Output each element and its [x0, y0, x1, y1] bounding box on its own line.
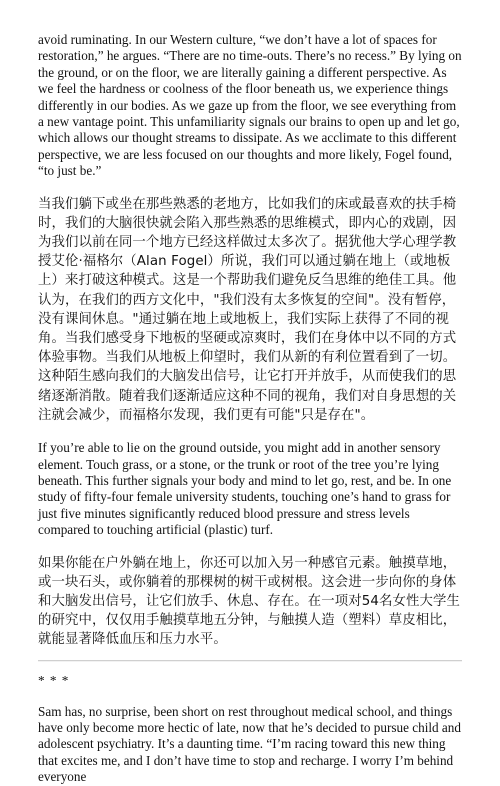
- paragraph-spacer: [38, 689, 462, 704]
- paragraph-spacer: [38, 180, 462, 195]
- paragraph-english-3: Sam has, no surprise, been short on rest throughout medical school, and things have only become more hectic of late, now that he’s decided to pursue child and adolescent psychiatry. It’s a daunting time. “I’m racing toward this new thing that excites me, and I don’t have time to stop and recharge. I worry I’m behind everyone: [38, 703, 461, 785]
- paragraph-english-1: avoid ruminating. In our Western culture, “we don’t have a lot of spaces for restoration,” he argues. “There are no time-outs. There’s no recess.” By lying on the ground, or on the floor, we are literally gaining a different perspective. As we feel the hardness or coolness of the floor beneath us, we experience things differently in our bodies. As we gaze up from the floor, we see everything from a new vantage point. This unfamiliarity signals our brains to open up and let go, which allows our thought streams to dissipate. As we acclimate to this different perspective, we are less focused on our thoughts and more likely, Fogel found, “to just be.”: [38, 32, 462, 179]
- document-page: [38, 32, 462, 786]
- paragraph-spacer: [38, 539, 462, 554]
- section-break-marker: * * *: [38, 672, 70, 688]
- paragraph-chinese-1: 当我们躺下或坐在那些熟悉的老地方，比如我们的床或最喜欢的扶手椅时，我们的大脑很快就会陷入那些熟悉的思维模式，即内心的戏剧，因为我们以前在同一个地方已经这样做过太多次了。据犹他大学心理学教授艾伦·福格尔（Alan Fogel）所说，我们可以通过躺在地上（或地板上）来打破这种模式。这是一个帮助我们避免反刍思维的绝佳工具。他认为，在我们的西方文化中，"我们没有太多恢复的空间"。没有暂停，没有课间休息。"通过躺在地上或地板上，我们实际上获得了不同的视角。当我们感受身下地板的坚硬或凉爽时，我们在身体中以不同的方式体验事物。当我们从地板上仰望时，我们从新的有利位置看到了一切。这种陌生感向我们的大脑发出信号，让它打开并放手，从而使我们的思绪逐渐消散。随着我们逐渐适应这种不同的视角，我们对自身思想的关注就会减少，而福格尔发现，我们更有可能"只是存在"。: [38, 196, 457, 423]
- paragraph-english-2: If you’re able to lie on the ground outside, you might add in another sensory element. Touch grass, or a stone, or the trunk or root of the tree you’re lying beneath. This further signals your body and mind to let go, rest, and be. In one study of fifty-four female university students, touching one’s hand to grass for just five minutes significantly reduced blood pressure and stress levels compared to touching artificial (plastic) turf.: [38, 440, 452, 538]
- paragraph-spacer: [38, 425, 462, 440]
- paragraph-chinese-2: 如果你能在户外躺在地上，你还可以加入另一种感官元素。触摸草地，或一块石头，或你躺着的那棵树的树干或树根。这会进一步向你的身体和大脑发出信号，让它们放手、休息、存在。在一项对54名女性大学生的研究中，仅仅用手触摸草地五分钟，与触摸人造（塑料）草皮相比，就能显著降低血压和压力水平。: [38, 555, 460, 648]
- section-divider: [38, 660, 462, 662]
